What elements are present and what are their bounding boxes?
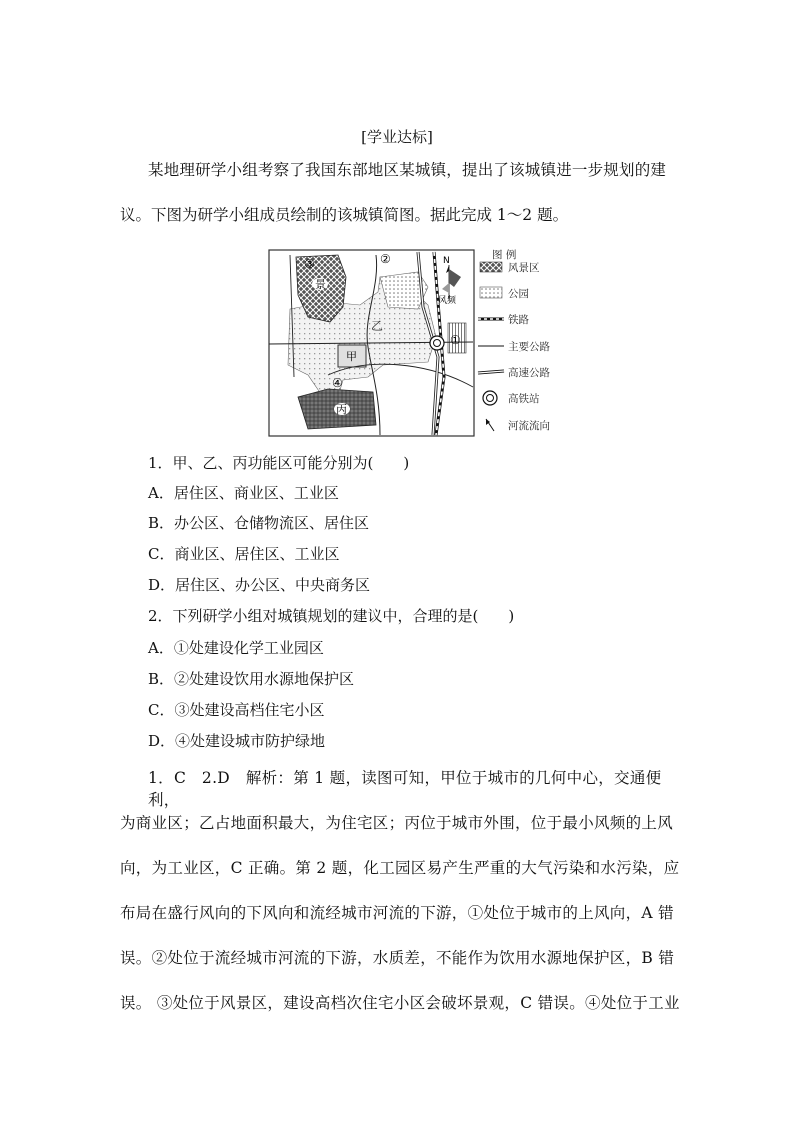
question-2-option-d: D．④处建设城市防护绿地	[148, 732, 326, 750]
label-circle-2: ②	[380, 252, 391, 266]
legend-park-swatch	[480, 287, 502, 298]
legend-park: 公园	[508, 288, 529, 300]
question-1-stem: 1．甲、乙、丙功能区可能分别为( )	[148, 454, 410, 472]
legend-river: 河流流向	[508, 420, 550, 432]
legend-hsr: 高铁站	[508, 393, 540, 405]
question-2-option-a: A．①处建设化学工业园区	[148, 639, 324, 657]
question-2-option-c: C．③处建设高档住宅小区	[148, 701, 325, 719]
answer-line-3: 向，为工业区，C 正确。第 2 题，化工园区易产生严重的大气污染和水污染，应	[120, 859, 680, 877]
hsr-station-icon	[430, 336, 444, 350]
question-1-option-b: B．办公区、仓储物流区、居住区	[148, 514, 370, 532]
legend-scenic: 风景区	[508, 262, 540, 274]
intro-line-1: 某地理研学小组考察了我国东部地区某城镇，提出了该城镇进一步规划的建	[148, 161, 667, 179]
label-north: N	[443, 256, 450, 266]
legend-main-road: 主要公路	[508, 341, 550, 353]
legend-title: 图 例	[492, 249, 517, 261]
label-wind: 风频	[438, 296, 457, 306]
label-bing: 丙	[336, 403, 347, 416]
question-2-option-b: B．②处建设饮用水源地保护区	[148, 670, 355, 688]
label-circle-1: ①	[450, 333, 461, 347]
question-1-option-c: C．商业区、居住区、工业区	[148, 545, 340, 563]
intro-line-2: 议。下图为研学小组成员绘制的该城镇简图。据此完成 1～2 题。	[120, 206, 569, 224]
town-map-figure	[268, 247, 568, 439]
answer-line-5: 误。②处位于流经城市河流的下游，水质差，不能作为饮用水源地保护区，B 错	[120, 949, 675, 967]
question-2-stem: 2．下列研学小组对城镇规划的建议中，合理的是( )	[148, 607, 515, 625]
legend-expressway: 高速公路	[508, 367, 550, 379]
question-1-option-a: A．居住区、商业区、工业区	[148, 484, 339, 502]
section-heading: [学业达标]	[361, 128, 433, 146]
answer-line-2: 为商业区；乙占地面积最大，为住宅区；丙位于城市外围，位于最小风频的上风	[120, 814, 674, 832]
label-yi: 乙	[371, 319, 384, 333]
label-circle-3: ③	[304, 257, 315, 271]
legend-hsr-icon	[483, 391, 497, 405]
legend-railway: 铁路	[508, 314, 529, 326]
label-circle-4: ④	[332, 376, 343, 390]
answer-line-1: 1．C 2.D 解析：第 1 题，读图可知，甲位于城市的几何中心，交通便利，	[148, 769, 662, 809]
legend-scenic-swatch	[480, 262, 502, 272]
label-jia: 甲	[346, 350, 357, 363]
question-1-option-d: D．居住区、办公区、中央商务区	[148, 576, 371, 594]
answer-line-4: 布局在盛行风向的下风向和流经城市河流的下游，①处位于城市的上风向，A 错	[120, 904, 674, 922]
label-jing: 景	[315, 278, 326, 291]
answer-line-6: 误。 ③处位于风景区，建设高档次住宅小区会破坏景观，C 错误。④处位于工业	[120, 994, 680, 1012]
